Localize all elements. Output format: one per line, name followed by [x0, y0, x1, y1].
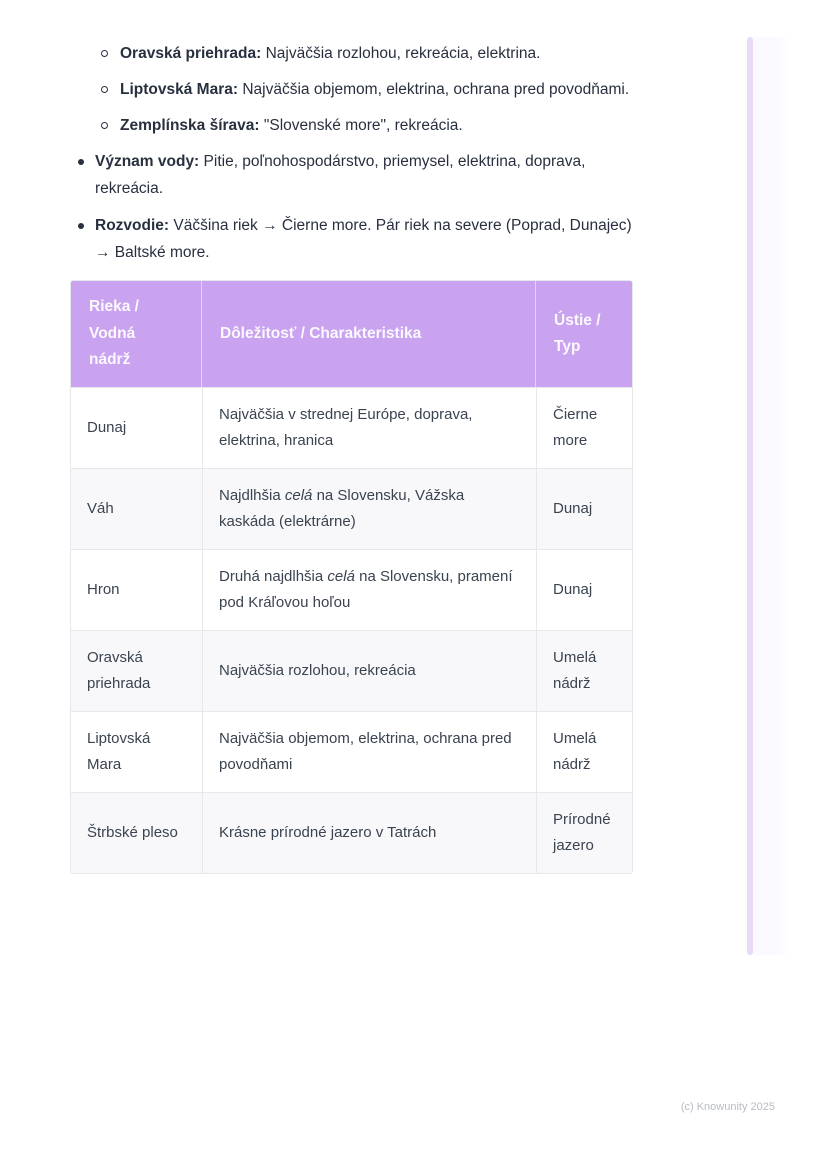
- cell-outfall: Čierne more: [536, 387, 632, 468]
- circle-bullet-icon: [101, 86, 108, 93]
- rivers-table-wrap: [70, 280, 633, 874]
- cell-river-name: Hron: [71, 549, 202, 630]
- cell-river-name: Liptovská Mara: [71, 711, 202, 792]
- table-row: [71, 387, 632, 468]
- disc-bullet-icon: [78, 223, 84, 229]
- item-text: Najväčšia objemom, elektrina, ochrana pred povodňami.: [242, 81, 630, 98]
- cell-description: Druhá najdlhšia celá na Slovensku, pramení pod Kráľovou hoľou: [202, 549, 536, 630]
- item-label: Oravská priehrada:: [120, 45, 262, 62]
- item-text: Najväčšia rozlohou, rekreácia, elektrina.: [265, 45, 541, 62]
- list-item: [70, 40, 633, 67]
- disc-bullet-icon: [78, 159, 84, 165]
- cell-description: Najväčšia v strednej Európe, doprava, elektrina, hranica: [202, 387, 536, 468]
- table-row: [71, 792, 632, 873]
- copyright-footer: (c) Knowunity 2025: [680, 1101, 775, 1113]
- cell-outfall: Dunaj: [536, 549, 632, 630]
- table-header-row: [71, 281, 632, 387]
- table-row: [71, 549, 632, 630]
- cell-river-name: Váh: [71, 468, 202, 549]
- cell-description: Najväčšia objemom, elektrina, ochrana pred povodňami: [202, 711, 536, 792]
- table-row: [71, 711, 632, 792]
- table-row: [71, 630, 632, 711]
- list-item: [70, 148, 633, 202]
- column-header-importance: Dôležitosť / Charakteristika: [202, 281, 536, 387]
- item-label: Zemplínska šírava:: [120, 117, 260, 134]
- page-edge-panel: [753, 37, 791, 955]
- item-label: Rozvodie:: [95, 217, 170, 234]
- cell-river-name: Oravská priehrada: [71, 630, 202, 711]
- cell-river-name: Dunaj: [71, 387, 202, 468]
- table-row: [71, 468, 632, 549]
- cell-river-name: Štrbské pleso: [71, 792, 202, 873]
- main-bullet-list: [70, 148, 633, 266]
- cell-outfall: Umelá nádrž: [536, 630, 632, 711]
- cell-description: Najväčšia rozlohou, rekreácia: [202, 630, 536, 711]
- circle-bullet-icon: [101, 50, 108, 57]
- circle-bullet-icon: [101, 122, 108, 129]
- cell-description: Krásne prírodné jazero v Tatrách: [202, 792, 536, 873]
- sub-bullet-list: [70, 40, 633, 139]
- rivers-table: [71, 281, 632, 873]
- item-text: Pitie, poľnohospodárstvo, priemysel, elektrina, doprava, rekreácia.: [95, 153, 586, 197]
- list-item: [70, 212, 633, 266]
- cell-outfall: Umelá nádrž: [536, 711, 632, 792]
- document-content: [70, 40, 633, 874]
- item-label: Liptovská Mara:: [120, 81, 239, 98]
- cell-outfall: Prírodné jazero: [536, 792, 632, 873]
- list-item: [70, 112, 633, 139]
- column-header-river: Rieka / Vodná nádrž: [71, 281, 202, 387]
- item-text: Väčšina riek → Čierne more. Pár riek na severe (Poprad, Dunajec) → Baltské more.: [95, 217, 632, 261]
- cell-description: Najdlhšia celá na Slovensku, Vážska kaskáda (elektrárne): [202, 468, 536, 549]
- column-header-outfall: Ústie / Typ: [536, 281, 632, 387]
- item-text: "Slovenské more", rekreácia.: [263, 117, 463, 134]
- item-label: Význam vody:: [95, 153, 200, 170]
- list-item: [70, 76, 633, 103]
- cell-outfall: Dunaj: [536, 468, 632, 549]
